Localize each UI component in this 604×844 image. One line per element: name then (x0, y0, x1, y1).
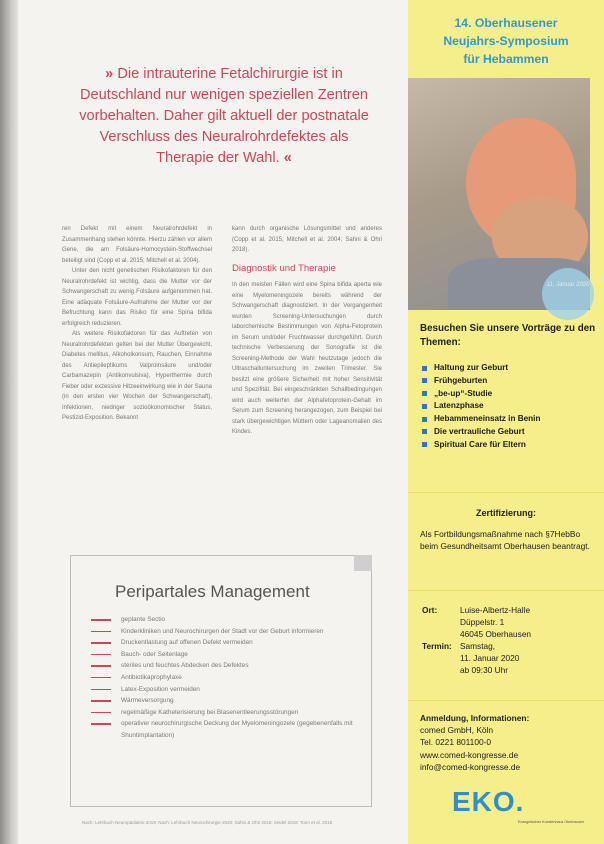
ad-title-line: Neujahrs-Symposium (443, 34, 569, 48)
article-column-right (232, 224, 382, 438)
ad-title (408, 14, 604, 68)
contact-heading: Anmeldung, Informationen: (420, 713, 530, 723)
box-list (91, 614, 361, 742)
paragraph: Als weitere Risikofaktoren für das Auftreten von Neuralrohrdefekten gelten bei der Mutter Übergewicht, Diabetes mellitus, Alkoholkonsum, Rauchen, Einnahme des Antiepileptikums Valproinsäure und/oder Carbamazepin (Antikonvulsiva), Hyperthermie durch Fieber oder exzessive Hitzeeinwirkung wie in der Sauna (in den ersten vier Wochen der Schwangerschaft), Infektionen, niedriger sozioökonomischer Status, Pestizid-Exposition. Bekannt (62, 331, 212, 421)
contact-email: info@comed-kongresse.de (420, 761, 521, 772)
date-badge: 11. Januar 2020 (542, 268, 594, 320)
list-item: Wärmeversorgung (91, 695, 361, 707)
eko-logo-subtitle: Evangelisches Krankenhaus Oberhausen (518, 820, 585, 824)
topic-item: Hebammeneinsatz in Benin (420, 413, 596, 426)
divider (408, 700, 604, 701)
date-label: Termin: (422, 641, 452, 651)
quote-close-mark: « (283, 150, 292, 166)
symposium-ad (408, 0, 604, 844)
quote-line: Verschluss des Neuralrohrdefektes als (99, 129, 349, 145)
quote-line: Die intrauterine Fetalchirurgie ist in (117, 66, 343, 82)
ad-title-line: 14. Oberhausener (454, 16, 558, 30)
divider (408, 590, 604, 591)
topic-item: Spiritual Care für Eltern (420, 439, 596, 452)
quote-line: Therapie der Wahl. (156, 150, 280, 166)
paragraph: kann durch organische Lösungsmittel und anderes (Copp et al. 2015; Mitchell et al. 2004; Sahni & Ohri 2018). (232, 226, 382, 253)
paragraph: In den meisten Fällen wird eine Spina bifida aperta wie eine Myelomeningozele bereits während der Schwangerschaft diagnostiziert. In der Vergangenheit wurden Screening-Untersuchungen durch laborchemische Bestimmungen von Alpha-Fetoprotein im Serum und/oder Fruchtwasser durchgeführt. Durch technische Verbesserung der Sonografie ist die Screening-Methode der Wahl heutzutage jedoch die Ultraschalluntersuchung im zweiten Trimester. Sie besitzt eine größere Sicherheit mit hoher Sensitivität und Spezifität. Bei eingeschränkten Schallbedingungen wird auch weiterhin der Alphafetoprotein-Gehalt im Serum zum Screening herangezogen, zum Beispiel bei stark übergewichtigen Müttern oder Lageanomalien des Kindes. (232, 282, 382, 435)
list-item: Latex-Exposition vermeiden (91, 684, 361, 696)
section-heading: Diagnostik und Therapie (232, 262, 336, 274)
contact-website: www.comed-kongresse.de (420, 749, 519, 760)
location-row (422, 604, 602, 640)
topic-item: Die vertrauliche Geburt (420, 426, 596, 439)
paragraph: ren Defekt mit einem Neuralrohrdefekt in Zusammenhang stehen könnte. Hierzu zählen vor allem Gene, die am Folsäure-Homocystein-Stoffwechsel beteiligt sind (Copp et al. 2015; Mitchell et al. 2004). (62, 226, 212, 264)
list-item: regelmäßige Katheterisierung bei Blasenentleerungsstörungen (91, 707, 361, 719)
event-info (422, 604, 602, 676)
certification-title: Zertifizierung: (476, 508, 536, 518)
binding-spine (0, 0, 18, 844)
date-value: Samstag, 11. Januar 2020 ab 09:30 Uhr (460, 641, 520, 675)
quote-line: vorbehalten. Daher gilt aktuell der postnatale (79, 108, 369, 124)
location-label: Ort: (422, 605, 438, 615)
topic-item: Latenzphase (420, 400, 596, 413)
article-area (18, 0, 408, 844)
contact-line: comed GmbH, Köln (420, 725, 494, 736)
list-item: Druckentlastung auf offenen Defekt vermeiden (91, 637, 361, 649)
list-item: steriles und feuchtes Abdecken des Defektes (91, 660, 361, 672)
divider (408, 492, 604, 493)
certification-text: Als Fortbildungsmaßnahme nach §7HebBo beim Gesundheitsamt Oberhausen beantragt. (420, 529, 590, 552)
contact-info (420, 712, 600, 773)
footnote: Nach: Lehrbuch Neuropädiatrie 2019; Nach: Lehrbuch Neurochirurgie 2020; Sahni & Ohri 2018; Seidel 2018; Tonn et al. 2018 (82, 820, 333, 825)
list-item: Antibiotikaprophylaxe (91, 672, 361, 684)
list-item: geplante Sectio (91, 614, 361, 626)
topic-item: Frühgeburten (420, 375, 596, 388)
list-item: Bauch- oder Seitenlage (91, 649, 361, 661)
topic-list (420, 362, 596, 452)
list-item: Kinderkliniken und Neurochirurgen der Stadt vor der Geburt informieren (91, 626, 361, 638)
ad-title-line: für Hebammen (463, 52, 549, 66)
article-column-left (62, 224, 212, 424)
quote-open-mark: » (105, 66, 114, 82)
paragraph: Unter den nicht genetischen Risikofaktoren für den Neuralrohrdefekt ist wichtig, dass die Mutter vor der Schwangerschaft zu wenig Folsäure aufgenommen hat. Eine adäquate Folsäure-Aufnahme der Mutter vor der Befruchtung kann das Risiko für eine Spina bifida erfolgreich reduzieren. (62, 268, 212, 327)
contact-line: Tel. 0221 801100-0 (420, 737, 492, 748)
quote-line: Deutschland nur wenigen speziellen Zentren (80, 87, 368, 103)
box-title: Peripartales Management (115, 582, 310, 601)
list-item: operativer neurochirurgische Deckung der Myelomeningozele (gegebenenfalls mit Shuntimplantation) (91, 718, 361, 741)
box-corner-tab (354, 555, 372, 571)
ad-lead: Besuchen Sie unsere Vorträge zu den Themen: (420, 323, 596, 348)
topic-item: Haltung zur Geburt (420, 362, 596, 375)
topic-item: „be-up“-Studie (420, 388, 596, 401)
pull-quote (64, 64, 384, 169)
location-value: Luise-Albertz-Halle Düppelstr. 1 46045 Oberhausen (460, 605, 532, 639)
eko-logo: EKO. (452, 786, 525, 817)
date-row (422, 640, 602, 676)
info-box (70, 555, 372, 807)
